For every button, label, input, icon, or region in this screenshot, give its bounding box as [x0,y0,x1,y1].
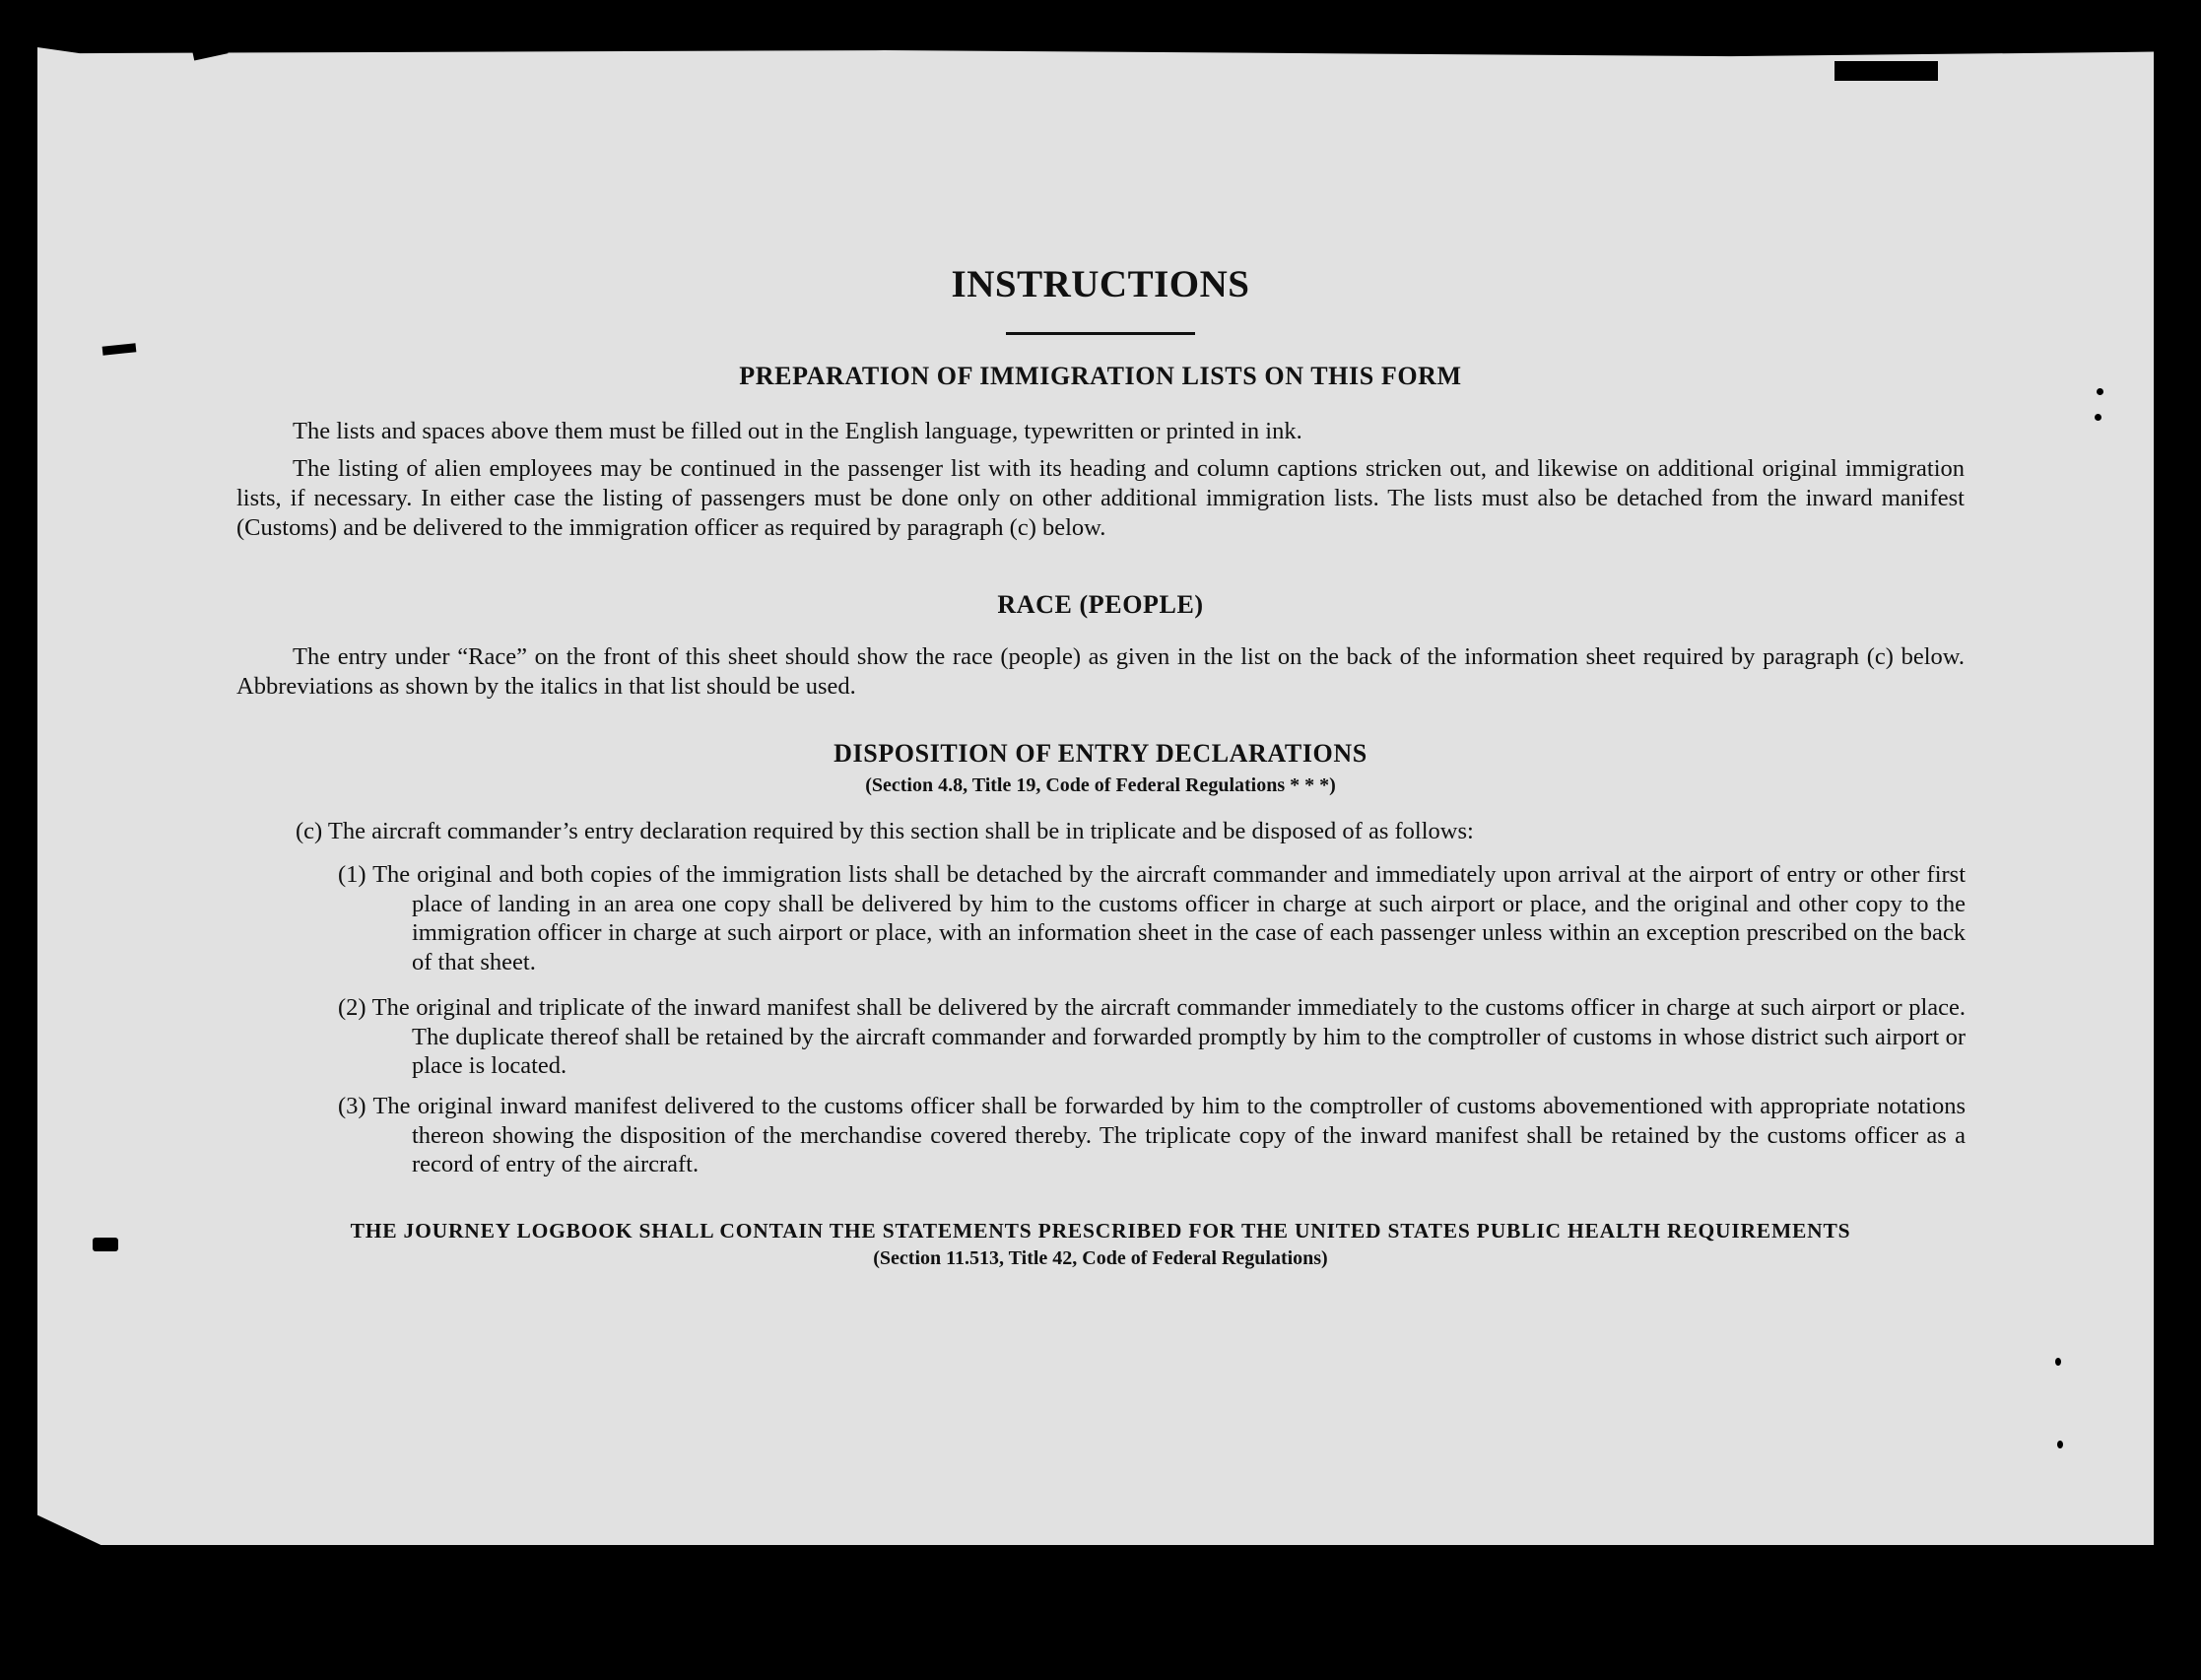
disposition-heading: DISPOSITION OF ENTRY DECLARATIONS [834,739,1367,768]
preparation-paragraph-2: The listing of alien employees may be continued in the passenger list with its heading and column captions stricken out, and likewise on additional original immigration lists, if necessary. In either case the listing of passengers must be done only on other additional immigration lists. The lists must also be detached from the inward manifest (Customs) and be delivered to the immigration officer as required by paragraph (c) below. [236,455,1965,541]
race-heading: RACE (PEOPLE) [997,590,1204,619]
race-paragraph: The entry under “Race” on the front of this sheet should show the race (people) as given in the list on the back of the information sheet required by paragraph (c) below. Abbreviations as shown by the italics in that list should be used. [236,643,1965,700]
logbook-citation: (Section 11.513, Title 42, Code of Federal Regulations) [873,1247,1328,1269]
logbook-requirement: THE JOURNEY LOGBOOK SHALL CONTAIN THE STATEMENTS PRESCRIBED FOR THE UNITED STATES PUBLIC HEALTH REQUIREMENTS [350,1219,1851,1243]
preparation-paragraph-1: The lists and spaces above them must be filled out in the English language, typewritten or printed in ink. [293,418,1302,444]
preparation-heading: PREPARATION OF IMMIGRATION LISTS ON THIS FORM [739,362,1462,390]
title-underline [1006,332,1195,335]
disposition-citation: (Section 4.8, Title 19, Code of Federal Regulations * * *) [865,774,1336,796]
disposition-item-3: (3) The original inward manifest delivered to the customs officer shall be forwarded by him to the comptroller of customs abovementioned with appropriate notations thereon showing the disposition of the merchandise covered thereby. The triplicate copy of the inward manifest shall be retained by the customs officer as a record of entry of the aircraft. [338,1093,1966,1177]
page-title: INSTRUCTIONS [951,263,1250,305]
disposition-intro: (c) The aircraft commander’s entry declaration required by this section shall be in triplicate and be disposed of as follows: [296,818,1474,844]
disposition-item-1: (1) The original and both copies of the immigration lists shall be detached by the aircraft commander and immediately upon arrival at the airport of entry or other first place of landing in an area one copy shall be delivered by him to the customs officer in charge at such airport or place, and the original and other copy to the immigration officer in charge at such airport or place, with an information sheet in the case of each passenger unless within an exception prescribed on the back of that sheet. [338,861,1966,975]
disposition-item-2: (2) The original and triplicate of the inward manifest shall be delivered by the aircraft commander immediately to the customs officer in charge at such airport or place. The duplicate thereof shall be retained by the aircraft commander and forwarded promptly by him to the comptroller of customs in whose district such airport or place is located. [338,994,1966,1079]
